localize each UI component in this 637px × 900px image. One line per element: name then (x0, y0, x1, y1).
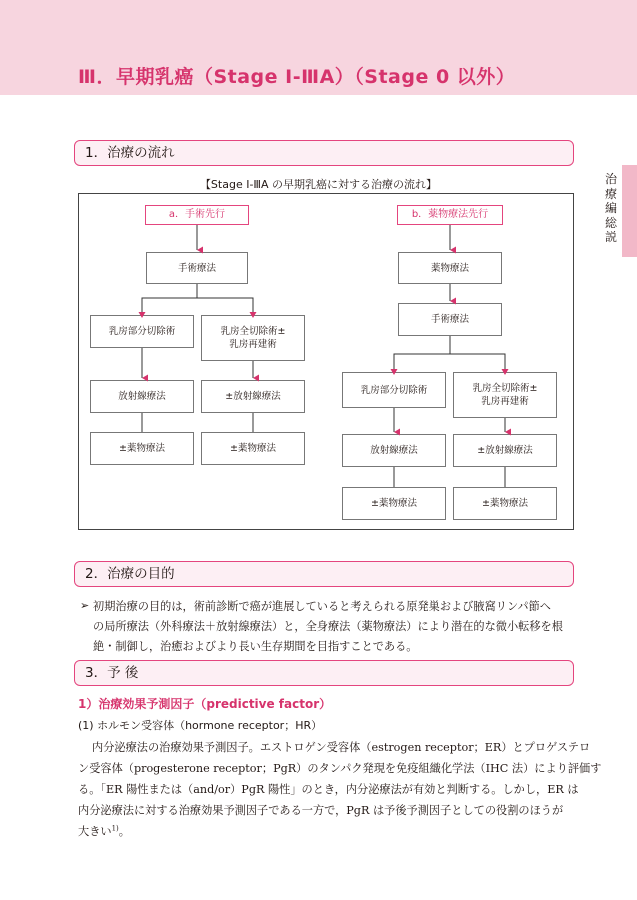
section-heading-prognosis: 3．予 後 (74, 660, 574, 686)
prognosis-line-5-end: 。 (118, 825, 130, 838)
prognosis-line-4: 内分泌療法に対する治療効果予測因子である一方で，PgR は予後予測因子としての役割のほうが (78, 804, 564, 817)
prognosis-line-5-text: 大きい (78, 825, 112, 838)
diagram-caption: 【Stage Ⅰ-ⅢA の早期乳癌に対する治療の流れ】 (199, 178, 438, 191)
subheading-hormone-receptor: (1) ホルモン受容体（hormone receptor；HR） (78, 719, 323, 732)
box-a-drug-left: ±薬物療法 (90, 432, 194, 465)
box-b-radiation-optional: ±放射線療法 (453, 434, 557, 467)
subheading-predictive-factor: 1）治療効果予測因子（predictive factor） (78, 697, 332, 711)
box-a-drug-right: ±薬物療法 (201, 432, 305, 465)
box-b-partial-mastectomy: 乳房部分切除術 (342, 372, 446, 408)
box-b-surgery: 手術療法 (398, 303, 502, 336)
prognosis-line-3: る。「ER 陽性または（and/or）PgR 陽性」のとき，内分泌療法が有効と判断する。しかし，ER は (78, 783, 579, 796)
goal-line-3: 絶・制御し，治癒およびより長い生存期間を目指すことである。 (93, 640, 418, 653)
box-b-drug-right: ±薬物療法 (453, 487, 557, 520)
box-b-drug-first: 薬物療法 (398, 252, 502, 284)
prognosis-line-2: ン受容体（progesterone receptor；PgR）のタンパク発現を免疫組織化学法（IHC 法）により評価す (78, 762, 602, 775)
box-b-radiation: 放射線療法 (342, 434, 446, 467)
box-a-radiation-optional: ±放射線療法 (201, 380, 305, 413)
diagram-frame (78, 193, 574, 530)
box-b-total-mastectomy: 乳房全切除術± 乳房再建術 (453, 372, 557, 418)
box-a-surgery: 手術療法 (146, 252, 248, 284)
branch-label-surgery-first: a．手術先行 (145, 205, 249, 225)
reference-marker[interactable]: 1) (111, 824, 119, 833)
box-a-total-mastectomy: 乳房全切除術± 乳房再建術 (201, 315, 305, 361)
branch-label-drug-first: b．薬物療法先行 (397, 205, 503, 225)
box-b-drug-left: ±薬物療法 (342, 487, 446, 520)
box-a-partial-mastectomy: 乳房部分切除術 (90, 315, 194, 348)
box-a-radiation: 放射線療法 (90, 380, 194, 413)
bullet-arrow-icon: ➢ (80, 599, 90, 612)
prognosis-line-1: 内分泌療法の治療効果予測因子。エストロゲン受容体（estrogen receptor；ER）とプロゲステロ (92, 741, 591, 754)
section-heading-treatment-flow: 1．治療の流れ (74, 140, 574, 166)
goal-line-2: の局所療法（外科療法＋放射線療法）と，全身療法（薬物療法）により潜在的な微小転移を根 (93, 620, 563, 633)
side-tab-label: 治療編 総説 (604, 172, 617, 244)
goal-line-1: 初期治療の目的は，術前診断で癌が進展していると考えられる原発巣および腋窩リンパ節へ (93, 600, 551, 613)
chapter-title: Ⅲ．早期乳癌（Stage Ⅰ-ⅢA）（Stage 0 以外） (78, 66, 516, 88)
section-heading-treatment-goal: 2．治療の目的 (74, 561, 574, 587)
prognosis-line-5 (78, 823, 130, 839)
